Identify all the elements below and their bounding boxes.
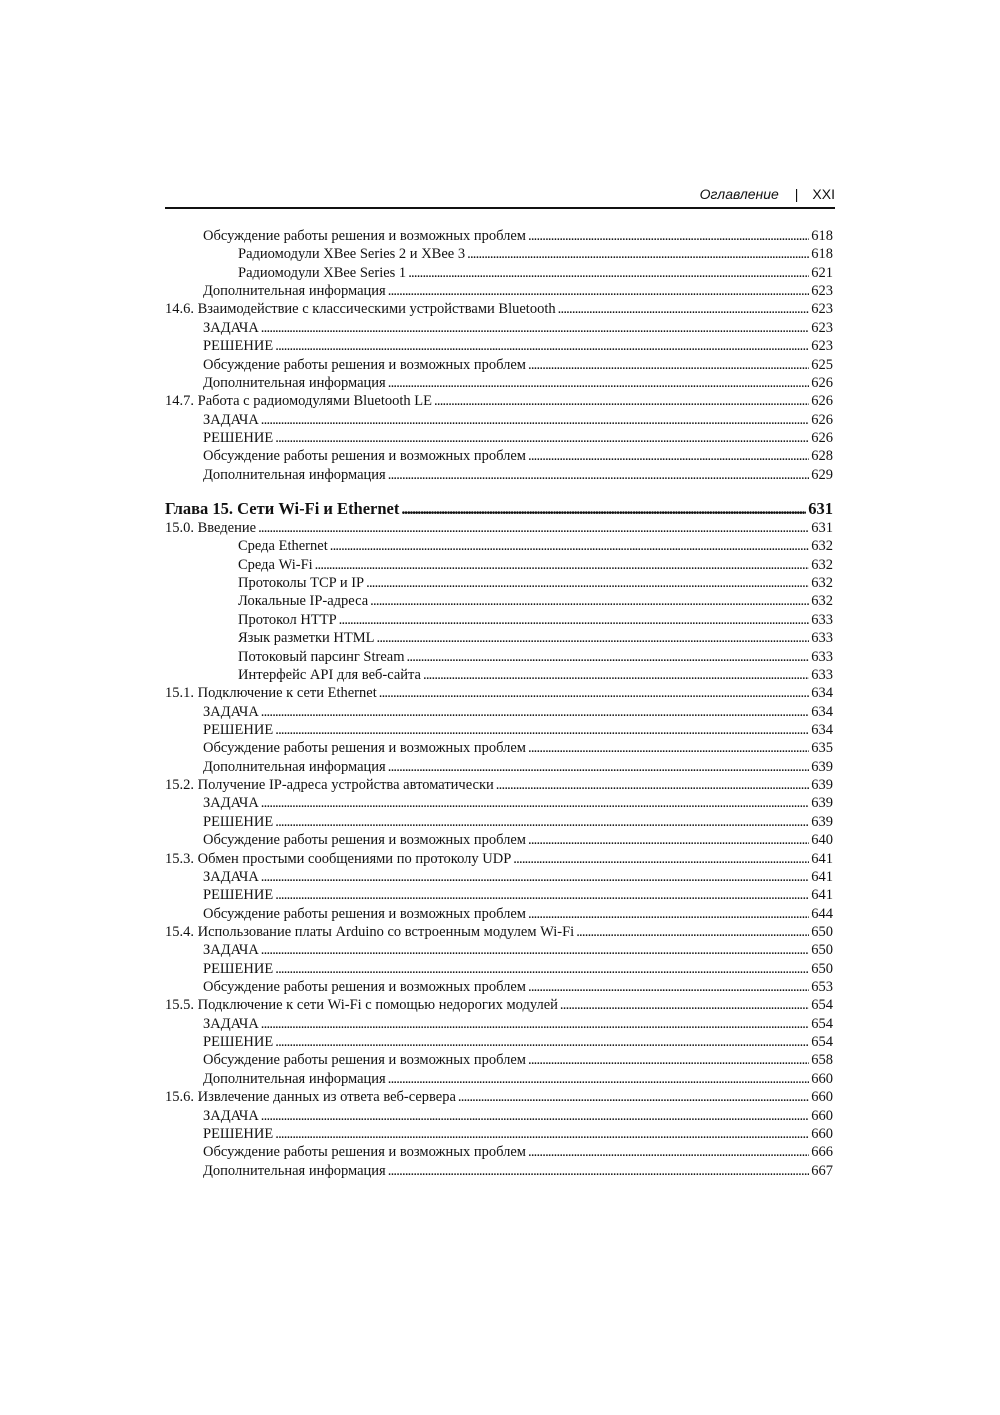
toc-entry xyxy=(165,592,833,610)
toc-entry xyxy=(165,739,833,757)
toc-entry-page: 628 xyxy=(811,448,833,465)
dot-leader xyxy=(528,905,809,923)
dot-leader xyxy=(370,592,809,610)
toc-entry xyxy=(165,411,833,429)
toc-entry xyxy=(165,831,833,849)
toc-entry-page: 639 xyxy=(811,758,833,775)
toc-entry-label: ЗАДАЧА xyxy=(203,942,259,959)
toc-entry xyxy=(165,356,833,374)
table-of-contents xyxy=(165,227,833,1180)
toc-entry-label: Дополнительная информация xyxy=(203,374,386,391)
dot-leader xyxy=(275,960,809,978)
dot-leader xyxy=(366,574,809,592)
toc-entry-label: РЕШЕНИЕ xyxy=(203,960,274,977)
dot-leader xyxy=(388,374,810,392)
toc-entry xyxy=(165,1070,833,1088)
dot-leader xyxy=(528,1051,809,1069)
toc-entry-page: 623 xyxy=(811,301,833,318)
toc-entry-page: 618 xyxy=(811,246,833,263)
toc-entry xyxy=(165,960,833,978)
toc-entry-page: 632 xyxy=(811,556,833,573)
toc-entry-page: 654 xyxy=(811,1034,833,1051)
toc-entry xyxy=(165,374,833,392)
toc-entry xyxy=(165,721,833,739)
running-header-title: Оглавление xyxy=(699,186,779,202)
toc-entry xyxy=(165,447,833,465)
dot-leader xyxy=(407,648,810,666)
dot-leader xyxy=(528,831,809,849)
toc-entry-page: 629 xyxy=(811,466,833,483)
toc-chapter-entry xyxy=(165,499,833,519)
dot-leader xyxy=(576,923,809,941)
toc-entry-label: Обсуждение работы решения и возможных проблем xyxy=(203,228,526,244)
toc-entry-label: Обсуждение работы решения и возможных проблем xyxy=(203,1052,526,1069)
toc-entry-page: 639 xyxy=(811,777,833,794)
toc-entry-page: 660 xyxy=(811,1070,833,1087)
toc-entry-label: ЗАДАЧА xyxy=(203,319,259,336)
toc-entry-label: Дополнительная информация xyxy=(203,466,386,483)
toc-entry-label: РЕШЕНИЕ xyxy=(203,813,274,830)
toc-entry-label: Потоковый парсинг Stream xyxy=(238,648,405,665)
toc-entry-page: 639 xyxy=(811,795,833,812)
toc-entry-page: 632 xyxy=(811,538,833,555)
toc-entry-page: 625 xyxy=(811,356,833,373)
toc-entry-label: Протокол HTTP xyxy=(238,611,337,628)
toc-entry-page: 639 xyxy=(811,813,833,830)
toc-entry-page: 633 xyxy=(811,630,833,647)
dot-leader xyxy=(388,282,810,300)
toc-entry xyxy=(165,776,833,794)
toc-entry xyxy=(165,556,833,574)
toc-entry xyxy=(165,886,833,904)
toc-entry xyxy=(165,868,833,886)
dot-leader xyxy=(261,794,809,812)
toc-entry xyxy=(165,1143,833,1161)
toc-entry-page: 634 xyxy=(811,721,833,738)
toc-entry-label: Среда Wi-Fi xyxy=(238,556,313,573)
toc-entry-label: ЗАДАЧА xyxy=(203,411,259,428)
toc-entry xyxy=(165,319,833,337)
toc-entry-label: РЕШЕНИЕ xyxy=(203,721,274,738)
toc-entry xyxy=(165,1033,833,1051)
toc-entry-page: 635 xyxy=(811,740,833,757)
toc-entry xyxy=(165,300,833,318)
dot-leader xyxy=(423,666,809,684)
toc-entry-label: 15.5. Подключение к сети Wi-Fi с помощью недорогих модулей xyxy=(165,997,558,1014)
toc-entry xyxy=(165,703,833,721)
toc-entry-label: Дополнительная информация xyxy=(203,758,386,775)
toc-entry-label: Язык разметки HTML xyxy=(238,630,375,647)
toc-entry-label: Обсуждение работы решения и возможных проблем xyxy=(203,740,526,757)
dot-leader xyxy=(528,227,809,245)
toc-entry-page: 641 xyxy=(811,850,833,867)
toc-entry xyxy=(165,648,833,666)
dot-leader xyxy=(261,941,809,959)
toc-entry-page: 641 xyxy=(811,887,833,904)
dot-leader xyxy=(275,721,809,739)
toc-entry xyxy=(165,537,833,555)
toc-entry-label: Глава 15. Сети Wi-Fi и Ethernet xyxy=(165,499,400,519)
dot-leader xyxy=(315,556,810,574)
toc-entry xyxy=(165,282,833,300)
toc-entry xyxy=(165,684,833,702)
toc-entry-label: 15.0. Введение xyxy=(165,520,257,537)
toc-entry-label: Дополнительная информация xyxy=(203,283,386,300)
toc-entry-page: 634 xyxy=(811,685,833,702)
toc-entry-label: Обсуждение работы решения и возможных проблем xyxy=(203,356,526,373)
dot-leader xyxy=(330,537,810,555)
toc-entry-page: 623 xyxy=(811,283,833,300)
toc-entry-page: 666 xyxy=(811,1144,833,1161)
dot-leader xyxy=(401,499,806,519)
dot-leader xyxy=(275,886,809,904)
toc-entry-label: Радиомодули XBee Series 1 xyxy=(238,264,407,281)
dot-leader xyxy=(275,1033,809,1051)
toc-entry-page: 623 xyxy=(811,338,833,355)
toc-entry-label: Среда Ethernet xyxy=(238,538,328,555)
toc-entry xyxy=(165,429,833,447)
toc-entry xyxy=(165,905,833,923)
toc-entry-page: 632 xyxy=(811,593,833,610)
toc-entry-page: 632 xyxy=(811,575,833,592)
toc-entry-page: 626 xyxy=(811,374,833,391)
header-rule xyxy=(165,207,835,209)
toc-entry xyxy=(165,996,833,1014)
toc-entry xyxy=(165,611,833,629)
dot-leader xyxy=(261,703,809,721)
toc-entry xyxy=(165,519,833,537)
toc-entry-label: РЕШЕНИЕ xyxy=(203,887,274,904)
toc-entry-page: 618 xyxy=(811,228,833,244)
dot-leader xyxy=(560,996,809,1014)
toc-entry-page: 660 xyxy=(811,1125,833,1142)
toc-entry-page: 667 xyxy=(811,1162,833,1179)
toc-entry-page: 660 xyxy=(811,1089,833,1106)
toc-entry-label: Дополнительная информация xyxy=(203,1162,386,1179)
toc-entry xyxy=(165,941,833,959)
dot-leader xyxy=(388,1070,810,1088)
toc-entry xyxy=(165,1051,833,1069)
toc-entry xyxy=(165,227,833,245)
toc-entry-page: 623 xyxy=(811,319,833,336)
toc-entry-label: ЗАДАЧА xyxy=(203,1107,259,1124)
toc-entry xyxy=(165,337,833,355)
running-header xyxy=(165,186,835,208)
toc-entry-label: 15.2. Получение IP-адреса устройства автоматически xyxy=(165,777,494,794)
toc-entry-label: ЗАДАЧА xyxy=(203,703,259,720)
toc-entry-page: 631 xyxy=(811,520,833,537)
dot-leader xyxy=(528,978,809,996)
dot-leader xyxy=(528,447,809,465)
toc-entry-label: РЕШЕНИЕ xyxy=(203,1034,274,1051)
dot-leader xyxy=(261,868,809,886)
toc-entry-label: ЗАДАЧА xyxy=(203,1015,259,1032)
toc-entry-page: 644 xyxy=(811,905,833,922)
page-number: XXI xyxy=(812,186,835,202)
toc-entry-page: 654 xyxy=(811,1015,833,1032)
dot-leader xyxy=(275,1125,809,1143)
toc-entry-page: 621 xyxy=(811,264,833,281)
toc-entry-page: 626 xyxy=(811,429,833,446)
dot-leader xyxy=(261,319,809,337)
toc-entry-label: Обсуждение работы решения и возможных проблем xyxy=(203,905,526,922)
toc-entry-label: 14.7. Работа с радиомодулями Bluetooth LE xyxy=(165,393,432,410)
toc-entry xyxy=(165,1088,833,1106)
dot-leader xyxy=(558,300,810,318)
dot-leader xyxy=(496,776,809,794)
toc-entry xyxy=(165,1107,833,1125)
dot-leader xyxy=(467,245,809,263)
toc-entry xyxy=(165,392,833,410)
toc-entry-label: РЕШЕНИЕ xyxy=(203,338,274,355)
toc-entry-page: 640 xyxy=(811,832,833,849)
toc-entry-label: 15.4. Использование платы Arduino со встроенным модулем Wi-Fi xyxy=(165,923,575,940)
dot-leader xyxy=(339,611,810,629)
toc-entry-page: 633 xyxy=(811,611,833,628)
dot-leader xyxy=(528,356,809,374)
toc-entry-page: 626 xyxy=(811,411,833,428)
toc-entry xyxy=(165,1125,833,1143)
toc-entry-page: 650 xyxy=(811,942,833,959)
toc-entry xyxy=(165,666,833,684)
toc-entry xyxy=(165,850,833,868)
dot-leader xyxy=(388,758,810,776)
toc-entry-label: ЗАДАЧА xyxy=(203,795,259,812)
toc-entry-page: 641 xyxy=(811,868,833,885)
toc-entry xyxy=(165,813,833,831)
toc-entry xyxy=(165,1162,833,1180)
toc-entry xyxy=(165,466,833,484)
dot-leader xyxy=(458,1088,809,1106)
toc-entry-label: РЕШЕНИЕ xyxy=(203,1125,274,1142)
toc-entry xyxy=(165,245,833,263)
toc-entry-page: 626 xyxy=(811,393,833,410)
toc-entry-page: 653 xyxy=(811,979,833,996)
toc-entry xyxy=(165,758,833,776)
toc-entry-label: РЕШЕНИЕ xyxy=(203,429,274,446)
toc-entry xyxy=(165,264,833,282)
dot-leader xyxy=(379,684,810,702)
toc-entry xyxy=(165,1015,833,1033)
toc-entry-label: Интерфейс API для веб-сайта xyxy=(238,666,421,683)
toc-entry-page: 633 xyxy=(811,648,833,665)
toc-entry-label: 15.3. Обмен простыми сообщениями по протоколу UDP xyxy=(165,850,512,867)
toc-entry xyxy=(165,923,833,941)
toc-entry xyxy=(165,574,833,592)
toc-entry-label: Обсуждение работы решения и возможных проблем xyxy=(203,979,526,996)
dot-leader xyxy=(261,1015,809,1033)
toc-entry-page: 658 xyxy=(811,1052,833,1069)
dot-leader xyxy=(275,337,809,355)
toc-entry xyxy=(165,794,833,812)
toc-entry-label: 14.6. Взаимодействие с классическими устройствами Bluetooth xyxy=(165,301,556,318)
dot-leader xyxy=(275,429,809,447)
dot-leader xyxy=(434,392,809,410)
dot-leader xyxy=(258,519,809,537)
dot-leader xyxy=(528,1143,809,1161)
toc-entry-page: 631 xyxy=(808,499,833,519)
dot-leader xyxy=(408,264,809,282)
toc-entry-label: 15.6. Извлечение данных из ответа веб-сервера xyxy=(165,1089,456,1106)
dot-leader xyxy=(376,629,809,647)
dot-leader xyxy=(261,1107,809,1125)
toc-entry-label: Обсуждение работы решения и возможных проблем xyxy=(203,448,526,465)
toc-entry xyxy=(165,629,833,647)
toc-entry-label: Локальные IP-адреса xyxy=(238,593,369,610)
toc-entry-label: Обсуждение работы решения и возможных проблем xyxy=(203,832,526,849)
header-separator: | xyxy=(794,186,799,202)
dot-leader xyxy=(513,850,809,868)
toc-entry xyxy=(165,978,833,996)
toc-entry-page: 654 xyxy=(811,997,833,1014)
dot-leader xyxy=(275,813,809,831)
toc-entry-page: 633 xyxy=(811,666,833,683)
dot-leader xyxy=(388,1162,810,1180)
toc-entry-page: 634 xyxy=(811,703,833,720)
dot-leader xyxy=(388,466,810,484)
dot-leader xyxy=(261,411,809,429)
toc-entry-label: Радиомодули XBee Series 2 и XBee 3 xyxy=(238,246,466,263)
toc-entry-page: 650 xyxy=(811,923,833,940)
toc-entry-label: 15.1. Подключение к сети Ethernet xyxy=(165,685,377,702)
toc-entry-label: Обсуждение работы решения и возможных проблем xyxy=(203,1144,526,1161)
toc-entry-label: ЗАДАЧА xyxy=(203,868,259,885)
toc-entry-page: 650 xyxy=(811,960,833,977)
toc-entry-label: Дополнительная информация xyxy=(203,1070,386,1087)
dot-leader xyxy=(528,739,809,757)
toc-entry-page: 660 xyxy=(811,1107,833,1124)
toc-entry-label: Протоколы TCP и IP xyxy=(238,575,365,592)
